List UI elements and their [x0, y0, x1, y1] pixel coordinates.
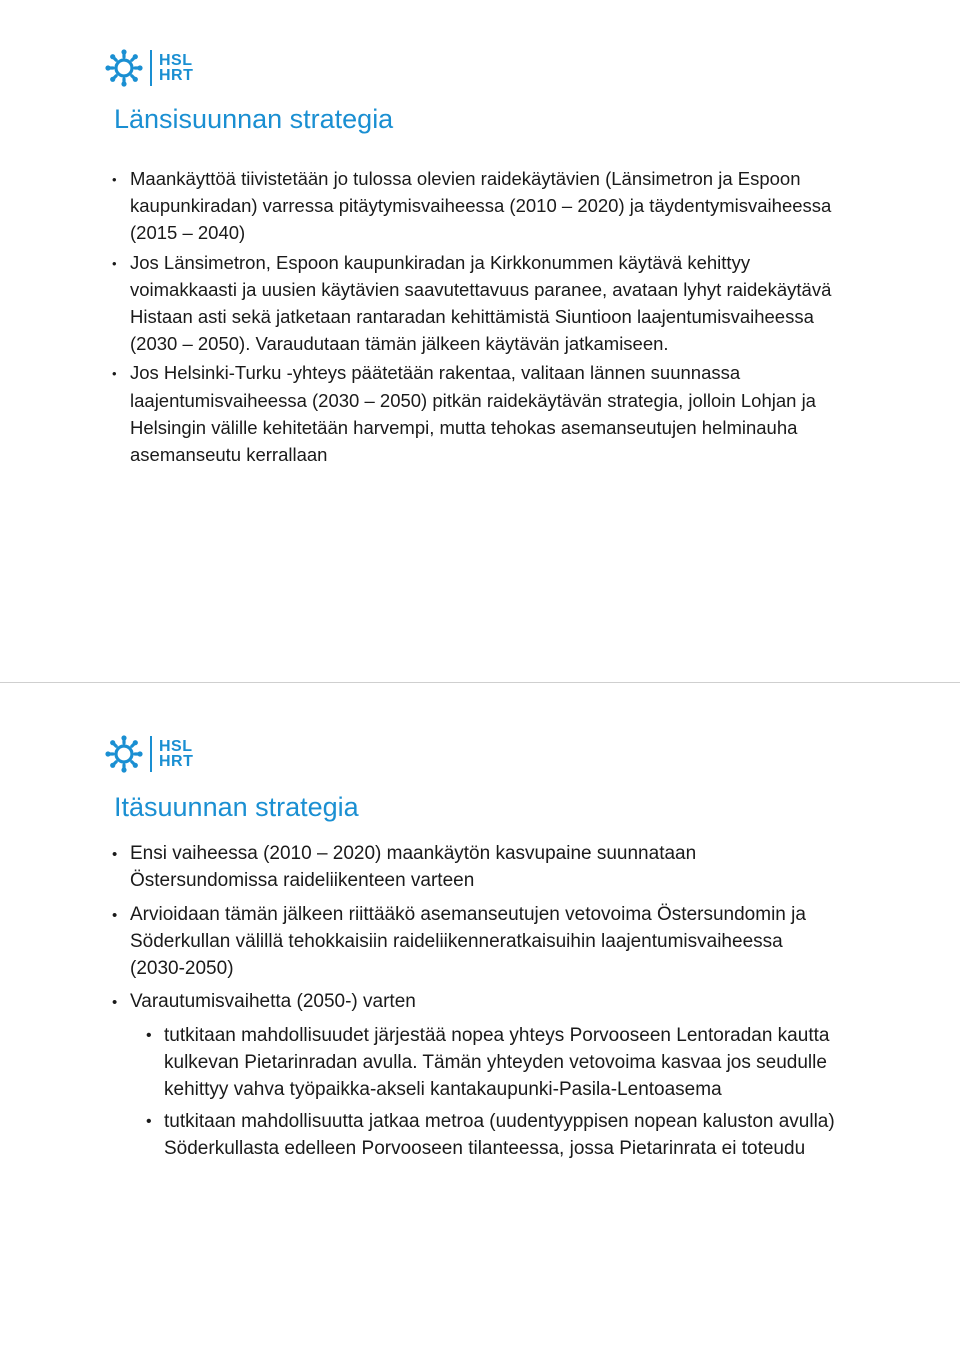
logo-text: [159, 53, 193, 83]
sub-bullet-list: [130, 1022, 842, 1162]
bullet-item: • Ensi vaiheessa (2010 – 2020) maankäytön kasvupaine suunnataan Östersundomissa raideliikenteen varteen: [112, 840, 842, 895]
slide-lansisuunta: [0, 0, 960, 683]
hsl-logo: [104, 734, 193, 774]
logo-line-hsl: HSL: [159, 52, 193, 69]
bullet-list: [112, 165, 832, 470]
logo-divider: [150, 50, 152, 86]
bullet-item-text: Varautumisvaihetta (2050-) varten: [130, 991, 416, 1013]
sub-bullet-item: • tutkitaan mahdollisuutta jatkaa metroa (uudentyyppisen nopean kaluston avulla) Söderkullasta edelleen Porvooseen tilanteessa, jossa Pietarinrata ei toteudu: [146, 1108, 842, 1162]
logo-text: [159, 739, 193, 769]
bullet-item: • Jos Helsinki-Turku -yhteys päätetään rakentaa, valitaan lännen suunnassa laajentumisvaiheessa (2030 – 2050) pitkän raidekäytävän strategia, jolloin Lohjan ja Helsingin välille kehitetään harvempi, mutta tehokas asemanseutujen helminauha asemanseutu kerrallaan: [112, 359, 832, 468]
hsl-gear-logo-icon: [104, 734, 144, 774]
slide-itasuunta: [0, 684, 960, 1367]
slide-title: Itäsuunnan strategia: [114, 792, 359, 822]
hsl-gear-logo-icon: [104, 48, 144, 88]
bullet-item: • Maankäyttöä tiivistetään jo tulossa olevien raidekäytävien (Länsimetron ja Espoon kaupunkiradan) varressa pitäytymisvaiheessa (2010 – 2020) ja täydentymisvaiheessa (2015 – 2040): [112, 165, 832, 247]
bullet-item-with-subitems: [112, 988, 842, 1162]
logo-divider: [150, 736, 152, 772]
sub-bullet-item: • tutkitaan mahdollisuudet järjestää nopea yhteys Porvooseen Lentoradan kautta kulkevan Pietarinradan avulla. Tämän yhteyden vetovoima kasvaa jos seudulle kehittyy vahva työpaikka-akseli kantakaupunki-Pasila-Lentoasema: [146, 1022, 842, 1103]
slide-title: Länsisuunnan strategia: [114, 104, 394, 134]
bullet-item: • Jos Länsimetron, Espoon kaupunkiradan ja Kirkkonummen käytävä kehittyy voimakkaasti ja uusien käytävien saavutettavuus paranee, avataan lyhyt raidekäytävä Histaan asti sekä jatketaan rantaradan kehittämistä Siuntioon laajentumisvaiheessa (2030 – 2050). Varaudutaan tämän jälkeen käytävän jatkamiseen.: [112, 249, 832, 358]
bullet-list: [112, 840, 842, 1168]
hsl-logo: [104, 48, 193, 88]
bullet-item: • Arvioidaan tämän jälkeen riittääkö asemanseutujen vetovoima Östersundomin ja Söderkullan välillä tehokkaisiin raideliikenneratkaisuihin laajentumisvaiheessa (2030-2050): [112, 901, 842, 983]
logo-line-hrt: HRT: [159, 67, 194, 84]
logo-line-hsl: HSL: [159, 738, 193, 755]
logo-line-hrt: HRT: [159, 753, 194, 770]
